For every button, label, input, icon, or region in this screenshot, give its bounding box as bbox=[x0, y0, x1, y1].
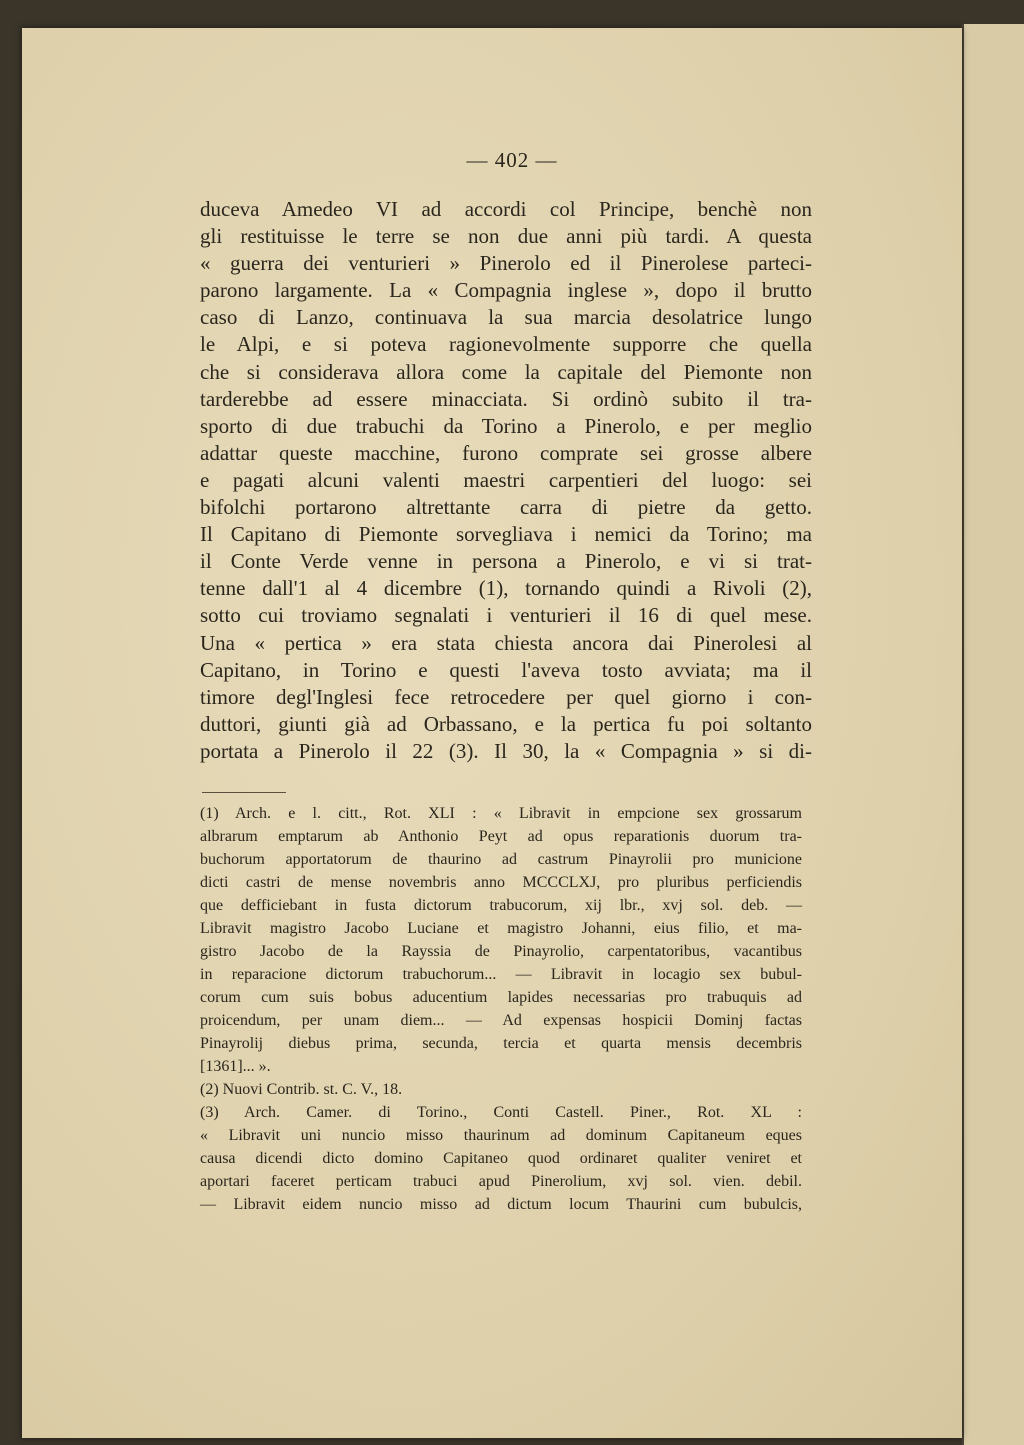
body-line: Una « pertica » era stata chiesta ancora dai Pinerolesi al bbox=[200, 630, 812, 655]
body-line: caso di Lanzo, continuava la sua marcia desolatrice lungo bbox=[200, 305, 812, 330]
body-line: duttori, giunti già ad Orbassano, e la pertica fu poi soltanto bbox=[200, 711, 812, 736]
body-line: parono largamente. La « Compagnia inglese », dopo il brutto bbox=[200, 278, 812, 303]
footnote-line: [1361]... ». bbox=[200, 1058, 271, 1075]
footnote-line: corum cum suis bobus aducentium lapides necessarias pro trabuquis ad bbox=[200, 989, 802, 1006]
body-line: portata a Pinerolo il 22 (3). Il 30, la « Compagnia » si di- bbox=[200, 738, 812, 763]
footnote-line: que defficiebant in fusta dictorum trabucorum, xij lbr., xvj sol. deb. — bbox=[200, 897, 802, 914]
footnote-line: Libravit magistro Jacobo Luciane et magistro Johanni, eius filio, et ma- bbox=[200, 920, 802, 937]
body-line: Il Capitano di Piemonte sorvegliava i nemici da Torino; ma bbox=[200, 522, 812, 547]
footnote-line: aportari faceret perticam trabuci apud Pinerolium, xvj sol. vien. debil. bbox=[200, 1173, 802, 1190]
body-line: duceva Amedeo VI ad accordi col Principe, benchè non bbox=[200, 197, 812, 221]
footnotes bbox=[200, 802, 802, 1216]
footnote-line: gistro Jacobo de la Rayssia de Pinayrolio, carpentatoribus, vacantibus bbox=[200, 943, 802, 960]
body-line: gli restituisse le terre se non due anni più tardi. A questa bbox=[200, 224, 812, 249]
footnote-line: proicendum, per unam diem... — Ad expensas hospicii Dominj factas bbox=[200, 1012, 802, 1029]
footnote-line: in reparacione dictorum trabuchorum... — Libravit in locagio sex bubul- bbox=[200, 966, 802, 983]
footnote-line: albrarum emptarum ab Anthonio Peyt ad opus reparationis duorum tra- bbox=[200, 828, 802, 845]
body-line: e pagati alcuni valenti maestri carpentieri del luogo: sei bbox=[200, 467, 812, 492]
footnote-line: — Libravit eidem nuncio misso ad dictum locum Thaurini cum bubulcis, bbox=[200, 1196, 802, 1213]
body-line: le Alpi, e si poteva ragionevolmente supporre che quella bbox=[200, 332, 812, 357]
adjacent-page-edge bbox=[962, 24, 1024, 1445]
footnote-line: « Libravit uni nuncio misso thaurinum ad dominum Capitaneum eques bbox=[200, 1127, 802, 1144]
page-number: — 402 — bbox=[466, 148, 558, 172]
footnote-line: Pinayrolij diebus prima, secunda, tercia et quarta mensis decembris bbox=[200, 1035, 802, 1052]
body-line: tenne dall'1 al 4 dicembre (1), tornando quindi a Rivoli (2), bbox=[200, 576, 812, 601]
body-line: timore degl'Inglesi fece retrocedere per quel giorno i con- bbox=[200, 684, 812, 709]
body-line: adattar queste macchine, furono comprate sei grosse albere bbox=[200, 440, 812, 465]
footnote-line: buchorum apportatorum de thaurino ad castrum Pinayrolii pro municione bbox=[200, 851, 802, 868]
body-line: il Conte Verde venne in persona a Pinerolo, e vi si trat- bbox=[200, 549, 812, 574]
footnote-line: (1) Arch. e l. citt., Rot. XLI : « Libravit in empcione sex grossarum bbox=[200, 805, 802, 822]
body-line: sotto cui troviamo segnalati i venturieri il 16 di quel mese. bbox=[200, 603, 812, 628]
footnote-line: (3) Arch. Camer. di Torino., Conti Castell. Piner., Rot. XL : bbox=[200, 1104, 802, 1121]
body-line: tarderebbe ad essere minacciata. Si ordinò subito il tra- bbox=[200, 386, 812, 411]
body-line: sporto di due trabuchi da Torino a Pinerolo, e per meglio bbox=[200, 413, 812, 438]
footnote-line: dicti castri de mense novembris anno MCCCLXJ, pro pluribus perficiendis bbox=[200, 874, 802, 891]
body-line: che si considerava allora come la capitale del Piemonte non bbox=[200, 359, 812, 384]
body-line: « guerra dei venturieri » Pinerolo ed il Pinerolese parteci- bbox=[200, 251, 812, 276]
footnote-line: causa dicendi dicto domino Capitaneo quod ordinaret qualiter veniret et bbox=[200, 1150, 802, 1167]
body-line: Capitano, in Torino e questi l'aveva tosto avviata; ma il bbox=[200, 657, 812, 682]
body-line: bifolchi portarono altrettante carra di pietre da getto. bbox=[200, 495, 812, 520]
body-text bbox=[200, 196, 812, 765]
footnote-line: (2) Nuovi Contrib. st. C. V., 18. bbox=[200, 1081, 403, 1098]
footnote-rule bbox=[202, 792, 286, 793]
